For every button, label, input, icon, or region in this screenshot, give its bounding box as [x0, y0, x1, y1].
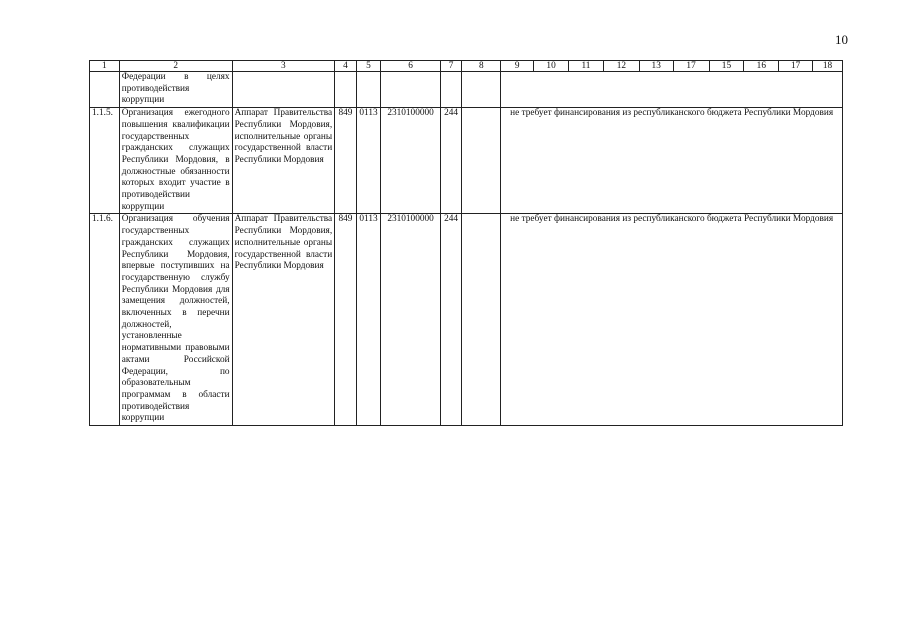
header-cell: 12 — [603, 61, 639, 72]
header-cell: 7 — [440, 61, 462, 72]
executor-cell: Аппарат Правительства Республики Мордовия, исполнительные органы государственной власти Республики Мордовия — [232, 108, 335, 214]
header-row — [90, 61, 843, 72]
executor-cell: Аппарат Правительства Республики Мордовия, исполнительные органы государственной власти Республики Мордовия — [232, 214, 335, 426]
header-cell: 17 — [673, 61, 709, 72]
header-cell: 3 — [232, 61, 335, 72]
col7-cell: 244 — [440, 108, 462, 214]
col4-cell: 849 — [335, 214, 357, 426]
empty-cell — [501, 72, 843, 108]
header-cell: 2 — [119, 61, 232, 72]
description-cell: Федерации в целях противодействия коррупции — [119, 72, 232, 108]
row-number: 1.1.6. — [90, 214, 120, 426]
col8-cell — [462, 214, 501, 426]
col5-cell: 0113 — [356, 214, 381, 426]
col7-cell: 244 — [440, 214, 462, 426]
funding-note: не требует финансирования из республиканского бюджета Республики Мордовия — [501, 214, 843, 426]
description-cell: Организация обучения государственных гражданских служащих Республики Мордовия, впервые поступивших на государственную службу Республики Мордовия для замещения должностей, включенных в перечни должностей, установленные нормативными правовыми актами Российской Федерации, по образовательным программам в области противодействия коррупции — [119, 214, 232, 426]
col6-cell: 2310100000 — [381, 108, 441, 214]
header-cell: 16 — [744, 61, 779, 72]
empty-cell — [232, 72, 335, 108]
header-cell: 17 — [779, 61, 813, 72]
header-cell: 4 — [335, 61, 357, 72]
header-cell: 18 — [813, 61, 843, 72]
empty-cell — [440, 72, 462, 108]
empty-cell — [462, 72, 501, 108]
empty-cell — [381, 72, 441, 108]
header-cell: 10 — [534, 61, 569, 72]
continuation-row — [90, 72, 843, 108]
col4-cell: 849 — [335, 108, 357, 214]
header-cell: 13 — [639, 61, 673, 72]
col6-cell: 2310100000 — [381, 214, 441, 426]
program-table — [89, 60, 843, 426]
col5-cell: 0113 — [356, 108, 381, 214]
header-cell: 6 — [381, 61, 441, 72]
table-row — [90, 214, 843, 426]
page-number: 10 — [835, 32, 848, 47]
header-cell: 9 — [501, 61, 534, 72]
table-row — [90, 108, 843, 214]
header-cell: 1 — [90, 61, 120, 72]
header-cell: 11 — [569, 61, 604, 72]
description-cell: Организация ежегодного повышения квалификации государственных гражданских служащих Республики Мордовия, в должностные обязанности которых входит участие в противодействии коррупции — [119, 108, 232, 214]
header-cell: 8 — [462, 61, 501, 72]
empty-cell — [335, 72, 357, 108]
col8-cell — [462, 108, 501, 214]
row-number: 1.1.5. — [90, 108, 120, 214]
header-cell: 5 — [356, 61, 381, 72]
empty-cell — [90, 72, 120, 108]
funding-note: не требует финансирования из республиканского бюджета Республики Мордовия — [501, 108, 843, 214]
header-cell: 15 — [709, 61, 744, 72]
empty-cell — [356, 72, 381, 108]
